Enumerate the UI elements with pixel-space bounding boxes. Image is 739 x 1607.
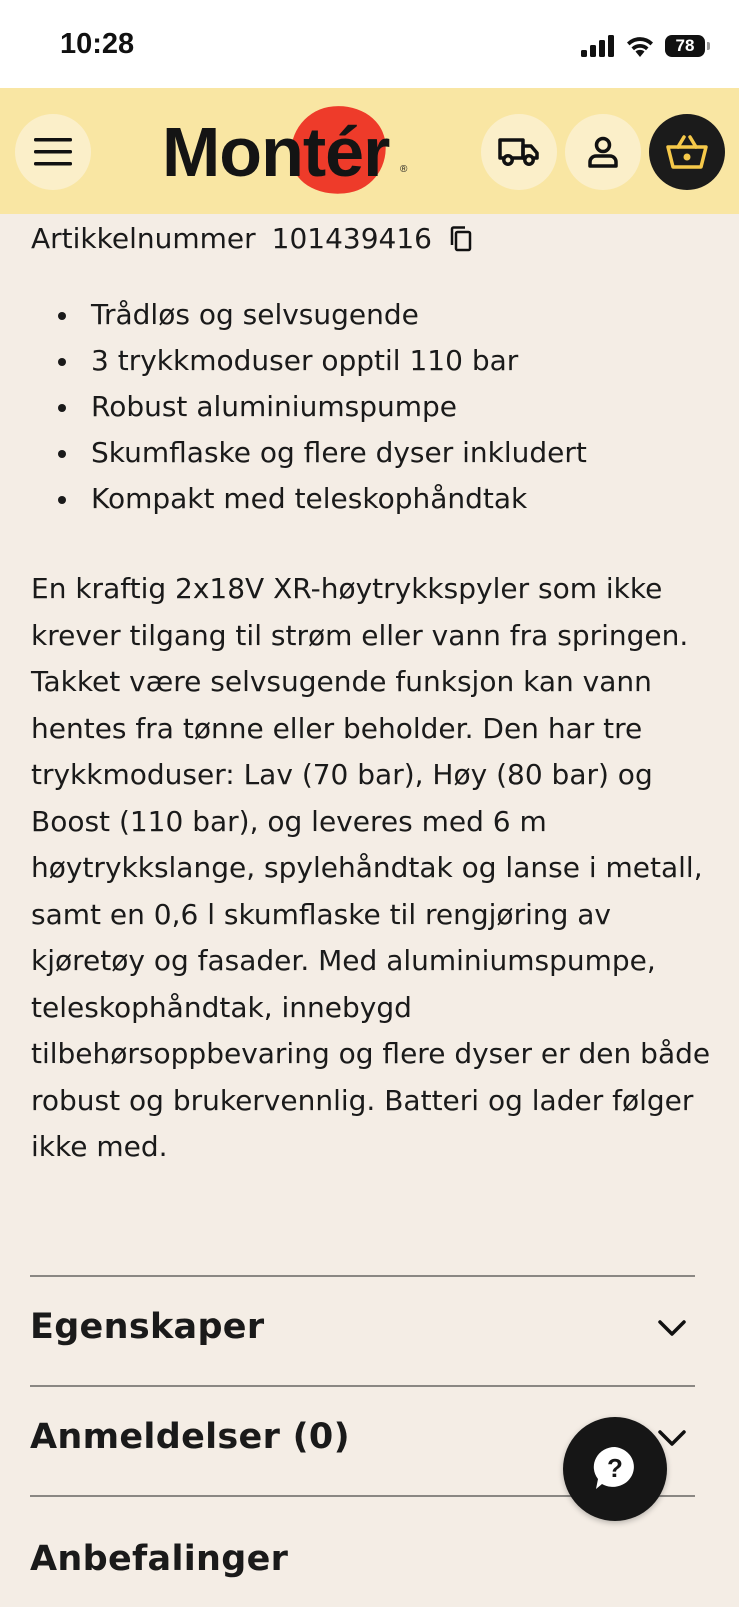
feature-list: [31, 292, 587, 522]
status-bar: [0, 0, 739, 88]
chevron-down-icon: [657, 1319, 687, 1337]
delivery-button[interactable]: [481, 114, 557, 190]
copy-icon[interactable]: [450, 226, 472, 252]
user-icon: [587, 136, 619, 168]
wifi-icon: [625, 35, 655, 57]
menu-icon: [34, 138, 72, 166]
list-item: Robust aluminiumspumpe: [31, 384, 587, 430]
basket-icon: [666, 135, 708, 169]
menu-button[interactable]: [15, 114, 91, 190]
account-button[interactable]: [565, 114, 641, 190]
product-description: En kraftig 2x18V XR-høytrykkspyler som ikke krever tilgang til strøm eller vann fra springen. Takket være selvsugende funksjon kan vann hentes fra tønne eller beholder. Den har tre trykkmoduser: Lav (70 bar), Høy (80 bar) og Boost (110 bar), og leveres med 6 m høytrykkslange, spylehåndtak og lanse i metall, samt en 0,6 l skumflaske til rengjøring av kjøretøy og fasader. Med aluminiumspumpe, teleskophåndtak, innebygd tilbehørsoppbevaring og flere dyser er den både robust og brukervennlig. Batteri og lader følger ikke med.: [31, 572, 711, 1163]
monter-logo[interactable]: [162, 106, 412, 196]
list-item: 3 trykkmoduser opptil 110 bar: [31, 338, 587, 384]
article-number-value: 101439416: [271, 222, 432, 255]
accordion-title: Egenskaper: [30, 1307, 265, 1347]
status-icons: [581, 30, 705, 62]
list-item: Skumflaske og flere dyser inkludert: [31, 430, 587, 476]
chevron-down-icon: [657, 1429, 687, 1447]
site-header: [0, 88, 739, 214]
accordion-egenskaper[interactable]: [30, 1275, 695, 1387]
logo-text: Montér: [162, 113, 390, 191]
logo-registered-mark: ®: [400, 164, 408, 175]
battery-icon: 78: [665, 35, 705, 57]
svg-text:?: ?: [607, 1453, 623, 1483]
cart-button[interactable]: [649, 114, 725, 190]
list-item: Trådløs og selvsugende: [31, 292, 587, 338]
article-number-row: [31, 222, 472, 255]
article-number-label: Artikkelnummer: [31, 222, 256, 255]
help-chat-button[interactable]: [563, 1417, 667, 1521]
signal-icon: [581, 35, 615, 57]
accordion-title: Anbefalinger: [30, 1539, 289, 1579]
truck-icon: [498, 137, 540, 167]
status-time: 10:28: [60, 28, 135, 60]
help-icon: [590, 1444, 640, 1494]
accordion-title: Anmeldelser (0): [30, 1417, 350, 1457]
list-item: Kompakt med teleskophåndtak: [31, 476, 587, 522]
